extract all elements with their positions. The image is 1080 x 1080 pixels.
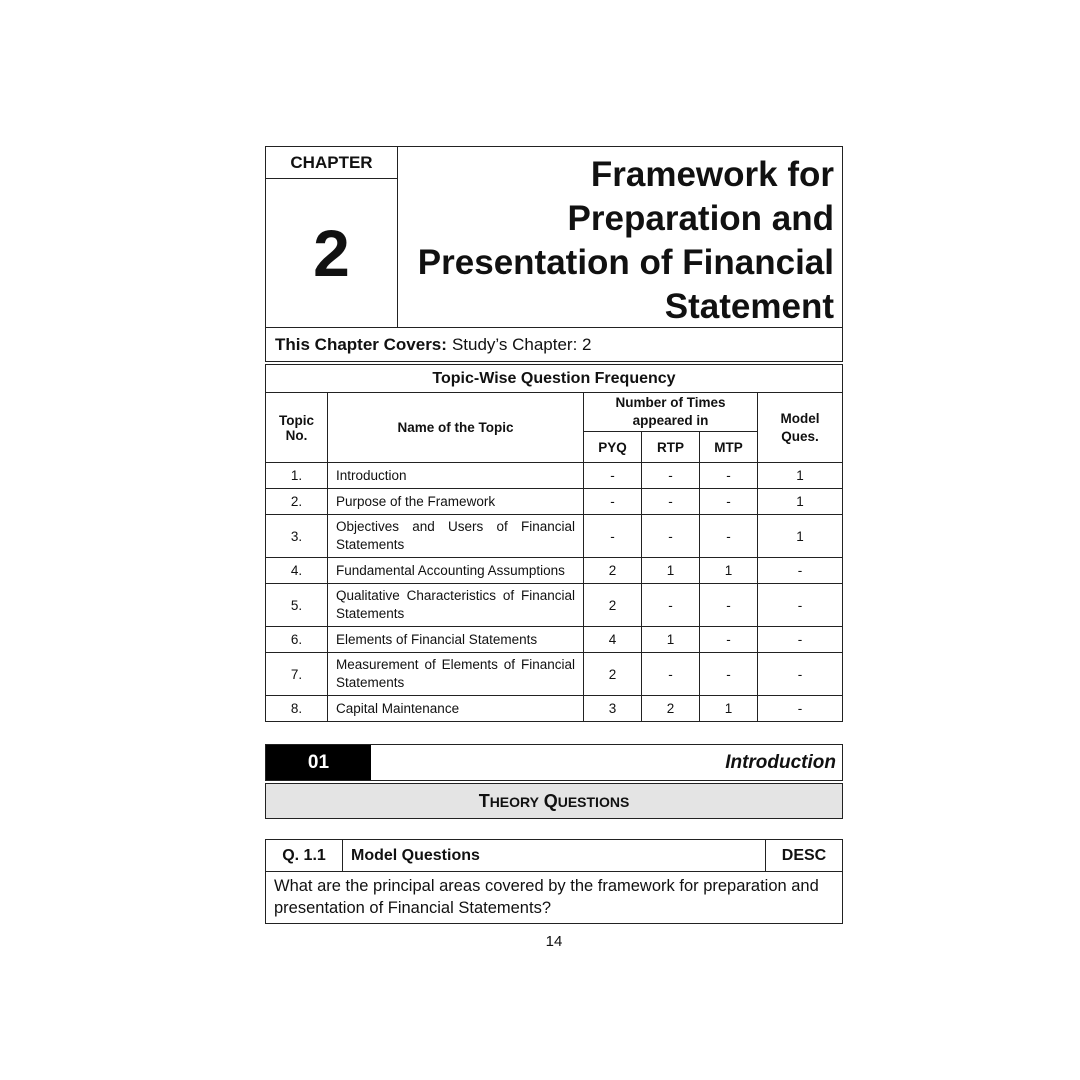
chapter-title-line: Preparation and: [567, 199, 834, 238]
cell-rtp: 1: [642, 627, 700, 653]
chapter-title-line: Presentation of Financial: [417, 243, 834, 282]
cell-model: 1: [758, 515, 843, 558]
header-model-ques: Model Ques.: [758, 393, 843, 463]
cell-mtp: -: [700, 463, 758, 489]
table-row: [266, 653, 842, 696]
cell-topic-name: Introduction: [328, 463, 584, 489]
cell-pyq: -: [584, 515, 642, 558]
table-row: [266, 515, 842, 558]
cell-topic-name: Purpose of the Framework: [328, 489, 584, 515]
chapter-title: [398, 147, 842, 327]
header-number-of-times: Number of Times appeared in: [584, 393, 758, 432]
chapter-covers: [265, 328, 843, 362]
cell-pyq: 3: [584, 696, 642, 722]
cell-model: -: [758, 653, 843, 696]
cell-topic-name: Elements of Financial Statements: [328, 627, 584, 653]
cell-topic-name: Objectives and Users of Financial Statements: [328, 515, 584, 558]
cell-rtp: -: [642, 515, 700, 558]
table-row: [266, 627, 842, 653]
table-row: [266, 584, 842, 627]
cell-model: 1: [758, 489, 843, 515]
chapter-box: [266, 147, 398, 327]
cell-topic-no: 1.: [266, 463, 328, 489]
book-page: [265, 146, 843, 950]
header-rtp: RTP: [642, 432, 700, 463]
question-header: [266, 840, 842, 872]
chapter-number: 2: [313, 216, 350, 290]
section-title: Introduction: [725, 751, 836, 773]
question-type: Model Questions: [351, 846, 480, 864]
covers-value: Study’s Chapter: 2: [451, 334, 592, 354]
cell-rtp: -: [642, 653, 700, 696]
chapter-header: [265, 146, 843, 328]
theory-questions-label: THEORY QUESTIONS: [478, 790, 630, 811]
cell-model: -: [758, 584, 843, 627]
cell-mtp: -: [700, 653, 758, 696]
cell-topic-name: Capital Maintenance: [328, 696, 584, 722]
table-row: [266, 696, 842, 722]
covers-label: This Chapter Covers:: [275, 334, 447, 354]
cell-topic-no: 8.: [266, 696, 328, 722]
section-number: 01: [266, 745, 371, 780]
cell-rtp: 1: [642, 558, 700, 584]
frequency-table: [266, 393, 842, 721]
cell-topic-name: Measurement of Elements of Financial Statements: [328, 653, 584, 696]
cell-mtp: 1: [700, 696, 758, 722]
cell-pyq: -: [584, 489, 642, 515]
theory-questions-heading: [265, 783, 843, 819]
chapter-title-line: Framework for: [590, 155, 834, 194]
cell-rtp: -: [642, 489, 700, 515]
section-banner: [265, 744, 843, 781]
header-pyq: PYQ: [584, 432, 642, 463]
header-topic-name: Name of the Topic: [328, 393, 584, 463]
cell-pyq: 4: [584, 627, 642, 653]
cell-topic-no: 6.: [266, 627, 328, 653]
header-mtp: MTP: [700, 432, 758, 463]
cell-topic-no: 2.: [266, 489, 328, 515]
cell-model: -: [758, 627, 843, 653]
cell-mtp: 1: [700, 558, 758, 584]
cell-topic-no: 3.: [266, 515, 328, 558]
cell-topic-no: 5.: [266, 584, 328, 627]
chapter-title-line: Statement: [664, 287, 834, 326]
cell-mtp: -: [700, 584, 758, 627]
table-row: [266, 463, 842, 489]
cell-topic-no: 4.: [266, 558, 328, 584]
cell-pyq: 2: [584, 584, 642, 627]
table-row: [266, 558, 842, 584]
question-tag: DESC: [765, 840, 842, 871]
cell-model: -: [758, 558, 843, 584]
cell-rtp: -: [642, 463, 700, 489]
cell-mtp: -: [700, 489, 758, 515]
cell-rtp: -: [642, 584, 700, 627]
question-number: Q. 1.1: [266, 840, 343, 871]
cell-pyq: 2: [584, 653, 642, 696]
cell-mtp: -: [700, 627, 758, 653]
table-row: [266, 489, 842, 515]
question-text: What are the principal areas covered by the framework for preparation and presentation of Financial Statements?: [274, 877, 819, 917]
cell-mtp: -: [700, 515, 758, 558]
cell-pyq: 2: [584, 558, 642, 584]
frequency-title: Topic-Wise Question Frequency: [266, 365, 842, 393]
chapter-label: CHAPTER: [266, 147, 397, 179]
cell-rtp: 2: [642, 696, 700, 722]
cell-topic-no: 7.: [266, 653, 328, 696]
header-topic-no: Topic No.: [266, 393, 328, 463]
cell-pyq: -: [584, 463, 642, 489]
cell-topic-name: Qualitative Characteristics of Financial Statements: [328, 584, 584, 627]
topic-frequency-table: [265, 364, 843, 722]
cell-model: -: [758, 696, 843, 722]
cell-model: 1: [758, 463, 843, 489]
cell-topic-name: Fundamental Accounting Assumptions: [328, 558, 584, 584]
question-box: [265, 839, 843, 924]
page-number: 14: [545, 933, 563, 950]
